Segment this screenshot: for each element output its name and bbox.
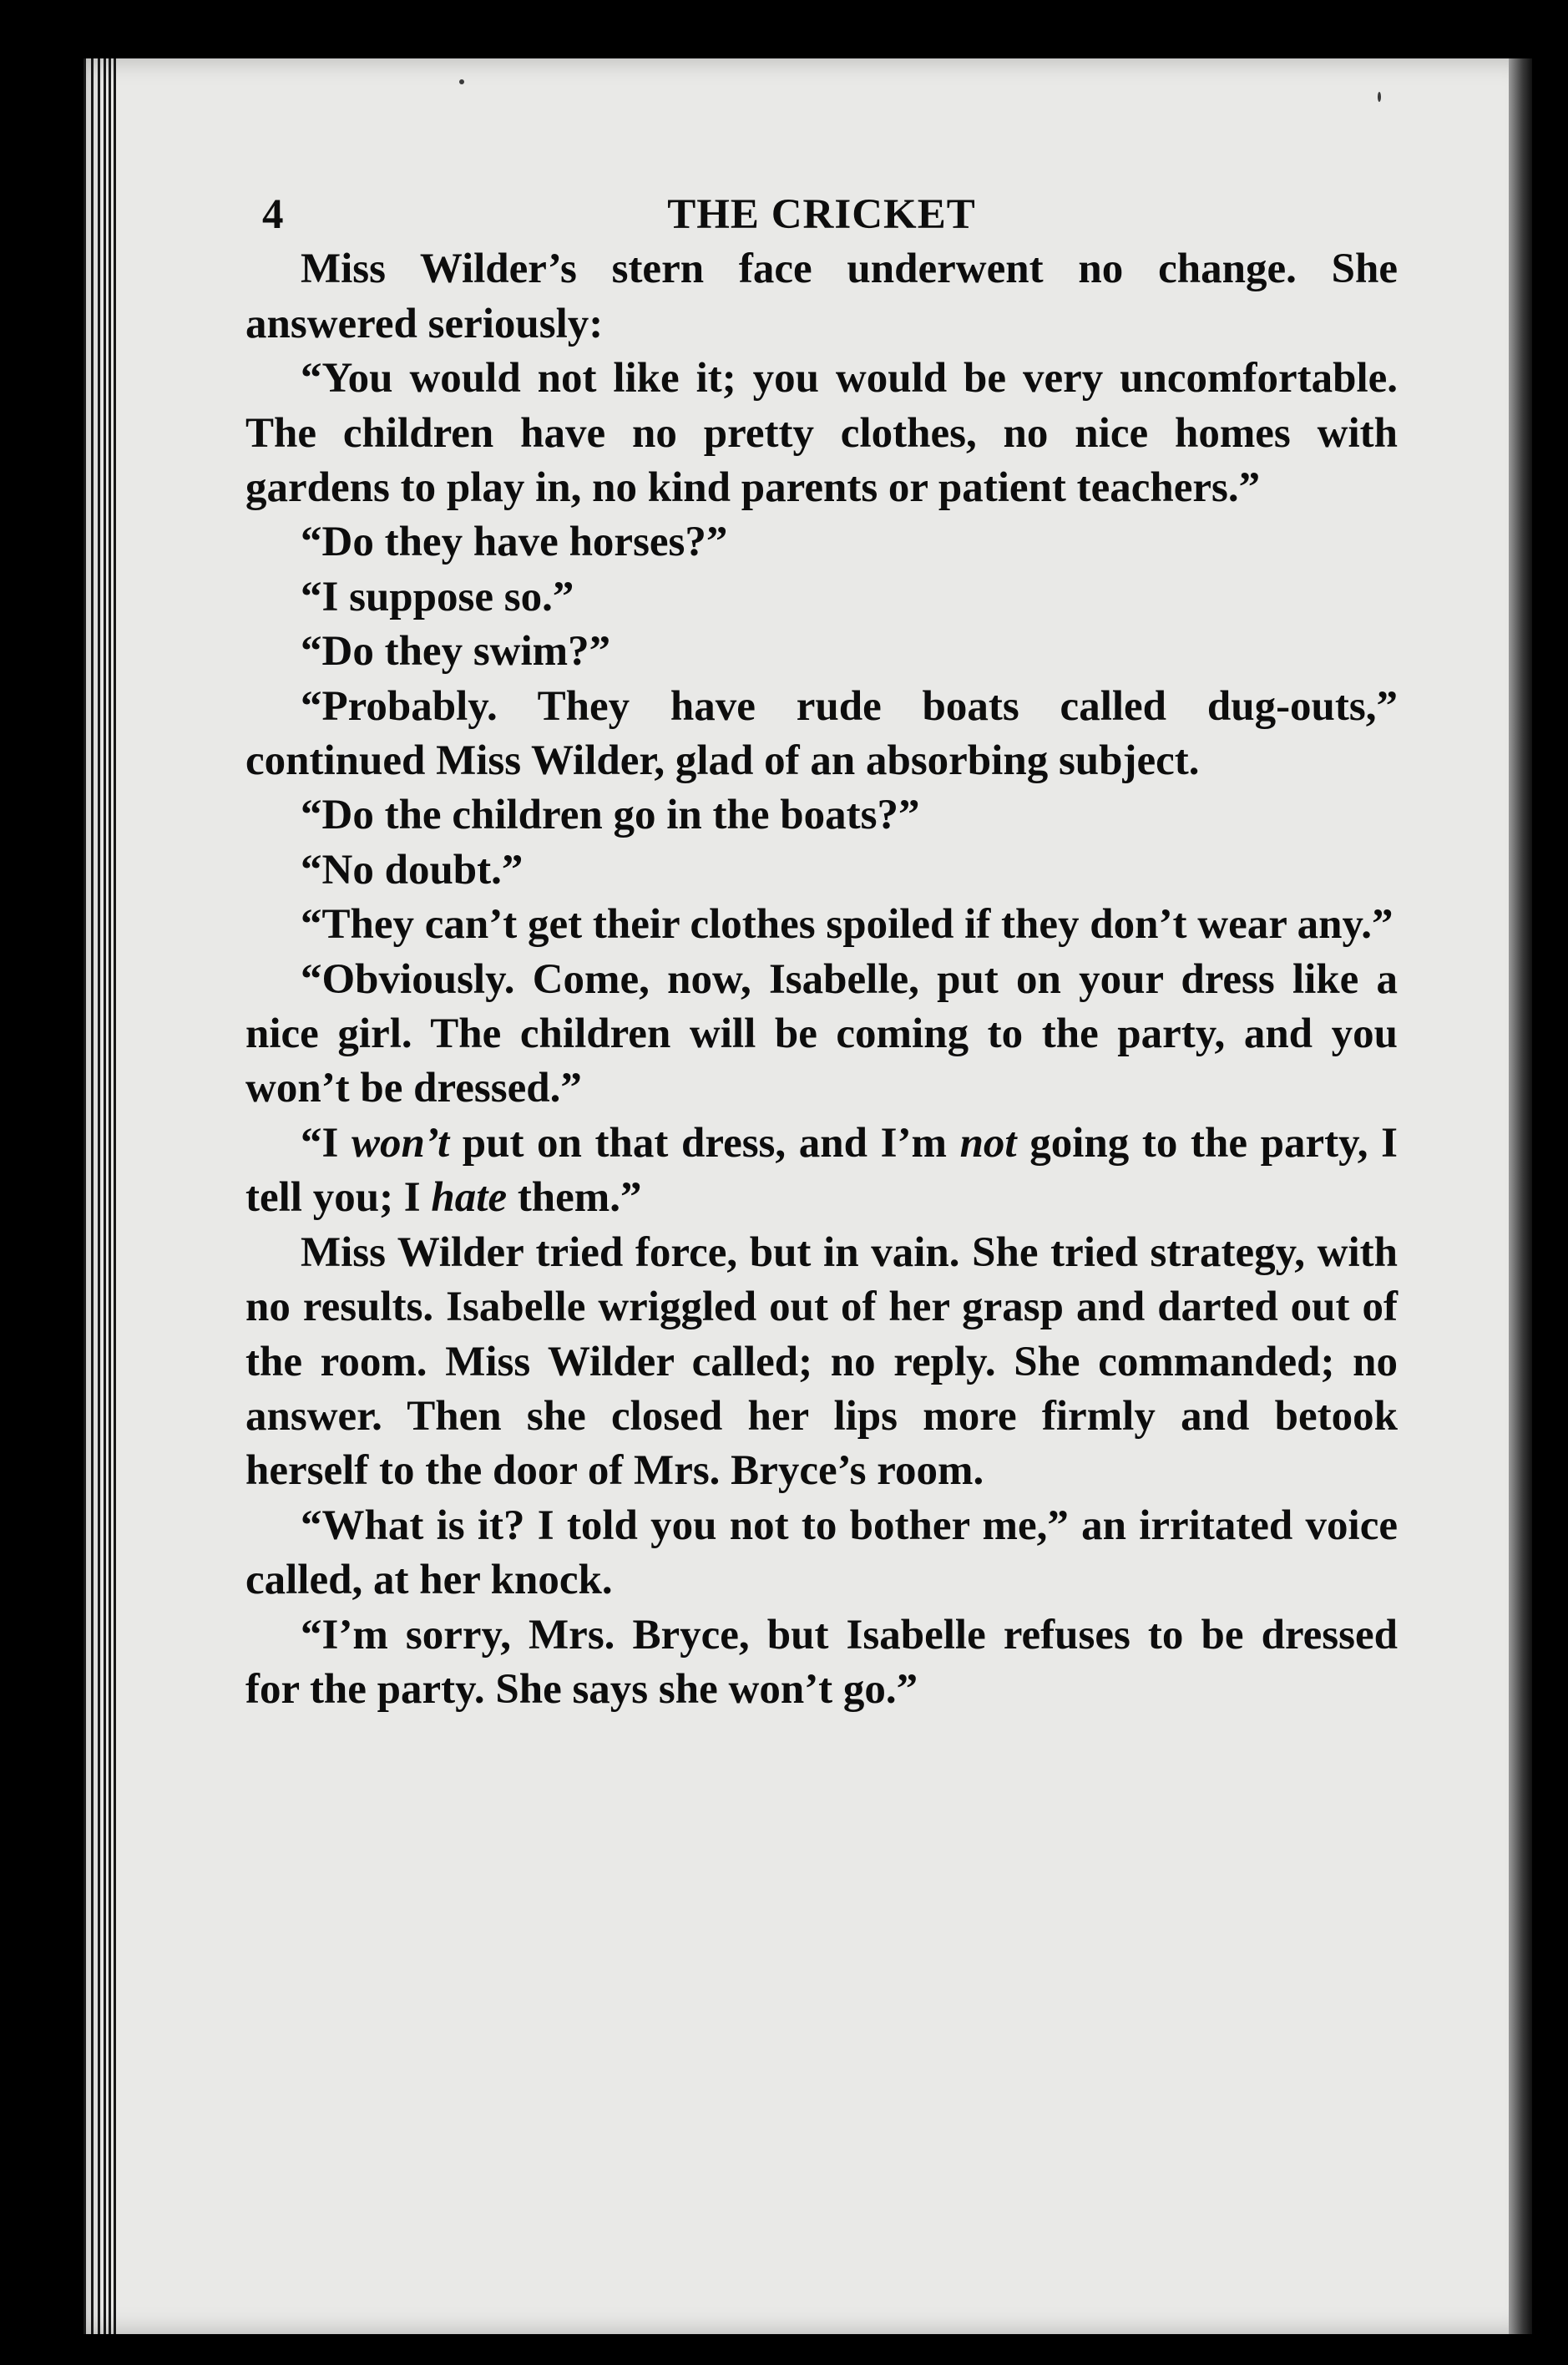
paragraph: “Do they have horses?” [301,519,728,566]
paragraph: “Probably. They have rude boats called dug-outs,” continued Miss Wilder, glad of an absorbing subject. [245,682,1398,785]
page-edge-line [104,58,106,2334]
paragraph: “What is it? I told you not to bother me,” an irritated voice called, at her knock. [245,1502,1398,1604]
paragraph-segment-italic: hate [431,1174,508,1222]
page-edge-line [109,58,111,2334]
running-title: THE CRICKET [667,191,976,238]
page-edge-line [98,58,100,2334]
paragraph: “I suppose so.” [301,573,574,620]
paragraph: “You would not like it; you would be very uncomfortable. The children have no pretty clothes, no nice homes with gardens to play in, no kind parents or patient teachers.” [245,355,1398,512]
paragraph-segment: “I [301,1119,352,1167]
paragraph: “I’m sorry, Mrs. Bryce, but Isabelle refuses to be dressed for the party. She says she won’t go.” [245,1611,1398,1713]
paragraph: Miss Wilder’s stern face underwent no change. She answered seriously: [245,246,1398,347]
page-number: 4 [262,191,284,238]
paragraph [245,1117,1398,1226]
page-edge-line [91,58,94,2334]
paragraph: “Do they swim?” [301,628,611,676]
paragraph-segment: put on that dress, and I’m [449,1119,960,1167]
paragraph: Miss Wilder tried force, but in vain. She tried strategy, with no results. Isabelle wriggled out of her grasp and darted out of the room. Miss Wilder called; no reply. She commanded; no answer. Then she closed her lips more firmly and betook herself to the door of Mrs. Bryce’s room. [245,1228,1398,1495]
page-edge-line [83,58,86,2334]
paragraph: “No doubt.” [301,846,524,894]
paragraph: “They can’t get their clothes spoiled if they don’t wear any.” [301,901,1393,949]
paragraph: “Obviously. Come, now, Isabelle, put on your dress like a nice girl. The children will be coming to the party, and you won’t be dressed.” [245,955,1398,1112]
paragraph-segment: them.” [507,1174,642,1222]
book-right-edge-shadow [1509,58,1532,2334]
paragraph: “Do the children go in the boats?” [301,792,920,839]
scan-speck [459,79,464,84]
page-edge-line [114,58,116,2334]
page-text-block [245,188,1398,1717]
paragraph-segment-italic: not [959,1119,1017,1167]
running-header [245,188,1398,242]
scan-speck [1378,92,1381,102]
paragraph-segment: going to the party, I tell you; I [245,1119,1398,1222]
paragraph-segment-italic: won’t [351,1119,450,1167]
